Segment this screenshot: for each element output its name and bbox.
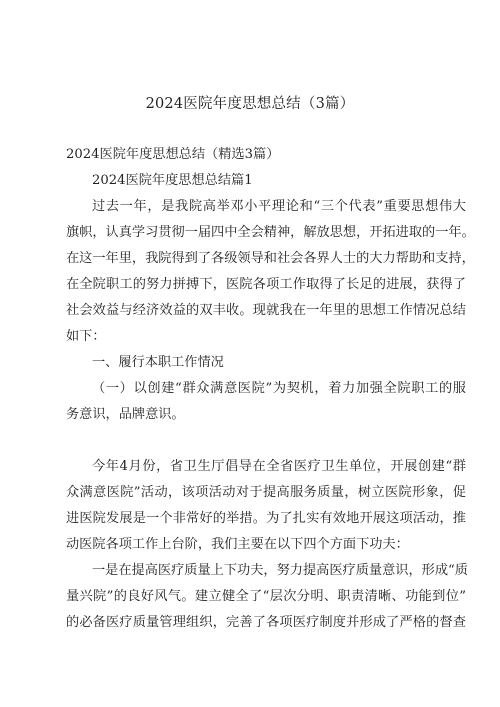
section-heading: 2024医院年度思想总结篇1 (92, 173, 253, 188)
paragraph-line: 旗帜，认真学习贯彻一届四中全会精神，解放思想，开拓进取的一年。 (66, 225, 475, 240)
paragraph-line: 过去一年，是我院高举邓小平理论和“三个代表”重要思想伟大 (92, 199, 466, 214)
paragraph-line: 在这一年里，我院得到了各级领导和社会各界人士的大力帮助和支持， (66, 251, 475, 266)
paragraph-line: 的必备医疗质量管理组织，完善了各项医疗制度并形成了严格的督查 (66, 615, 466, 630)
paragraph-line: （一）以创建“群众满意医院”为契机，着力加强全院职工的服 (92, 381, 466, 396)
paragraph-line: 众满意医院”活动，该项活动对于提高服务质量，树立医院形象，促 (66, 485, 466, 500)
paragraph-line: 今年4月份，省卫生厅倡导在全省医疗卫生单位，开展创建“群 (92, 459, 466, 474)
paragraph-line: 在全院职工的努力拼搏下，医院各项工作取得了长足的进展，获得了 (66, 277, 466, 292)
subsection-heading: 一、履行本职工作情况 (92, 355, 224, 370)
paragraph-line: 进医院发展是一个非常好的举措。为了扎实有效地开展这项活动，推 (66, 511, 466, 526)
paragraph-line: 社会效益与经济效益的双丰收。现就我在一年里的思想工作情况总结 (66, 303, 466, 318)
paragraph-line: 动医院各项工作上台阶，我们主要在以下四个方面下功夫： (66, 537, 409, 552)
paragraph-line: 如下： (66, 329, 106, 344)
document-subtitle: 2024医院年度思想总结（精选3篇） (66, 147, 280, 162)
paragraph-line: 一是在提高医疗质量上下功夫，努力提高医疗质量意识，形成“质 (92, 563, 468, 578)
document-title: 2024医院年度思想总结（3篇） (145, 96, 355, 112)
paragraph-line: 务意识，品牌意识。 (66, 407, 185, 422)
paragraph-line: 量兴院”的良好风气。建立健全了“层次分明、职责清晰、功能到位” (66, 589, 466, 604)
